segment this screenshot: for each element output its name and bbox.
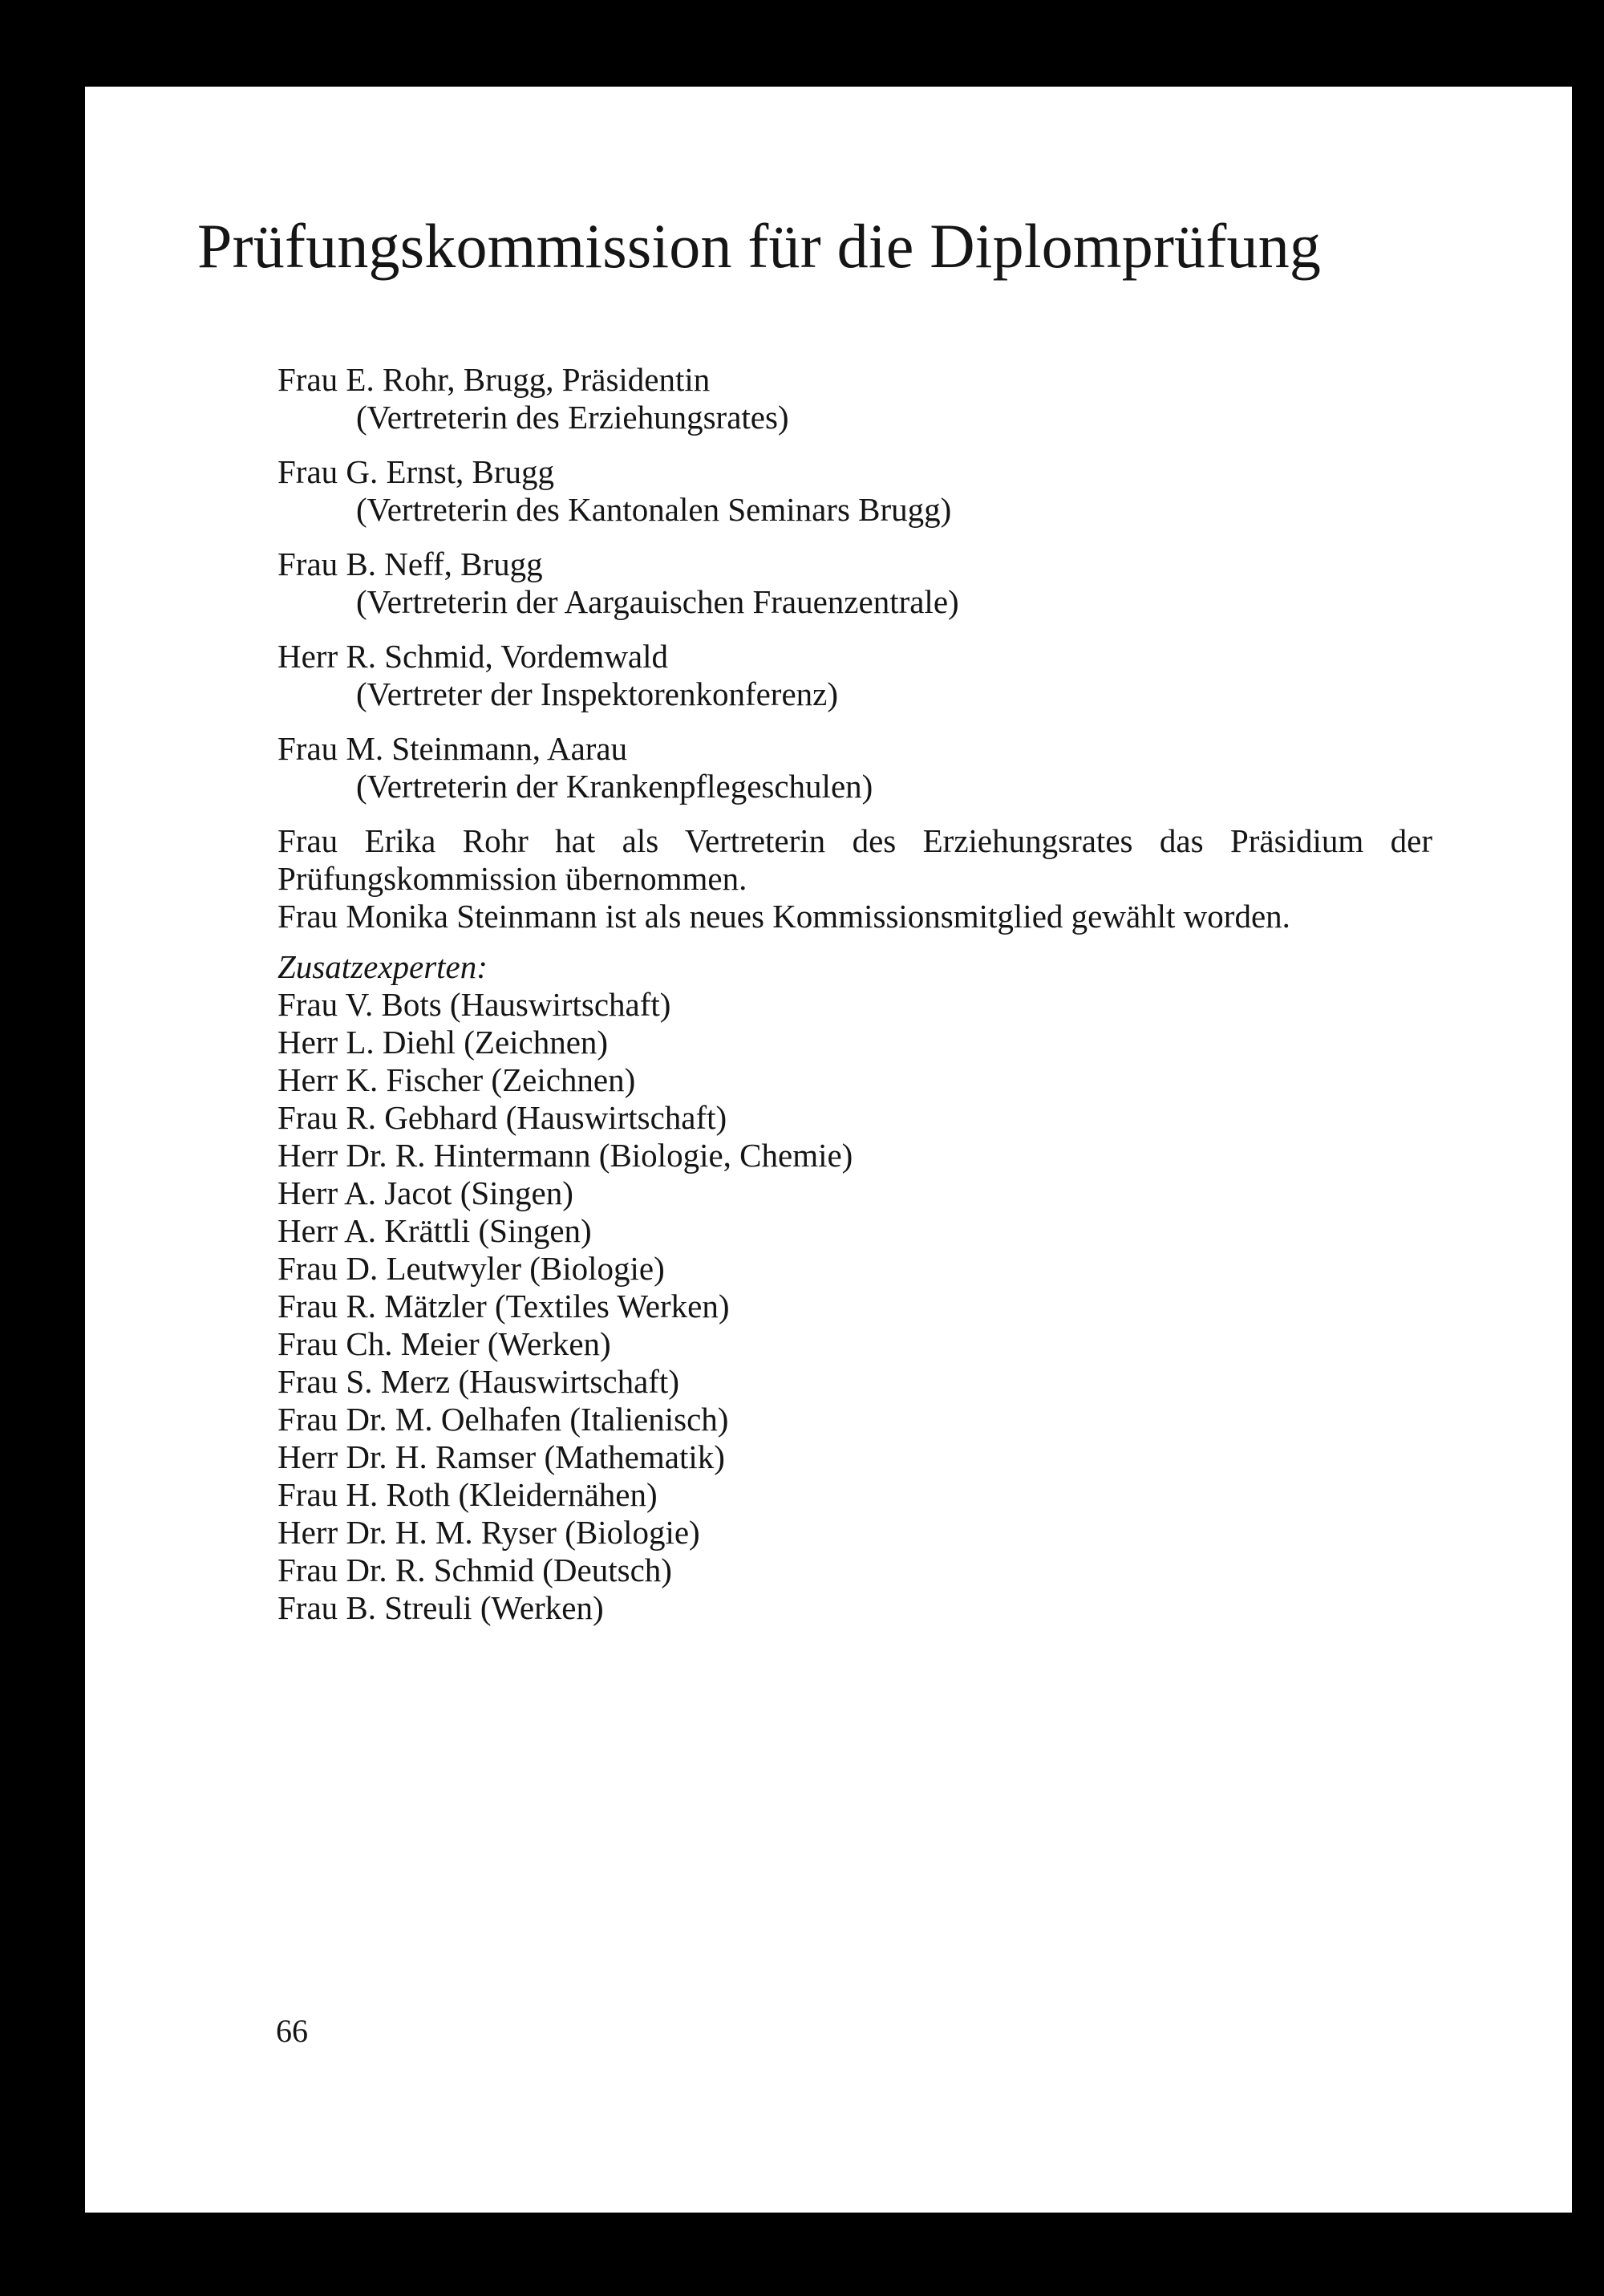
expert-item: Herr A. Krättli (Singen): [277, 1212, 592, 1249]
expert-item: Frau S. Merz (Hauswirtschaft): [277, 1363, 679, 1400]
expert-item: Frau R. Gebhard (Hauswirtschaft): [277, 1099, 727, 1136]
commission-list: [277, 361, 1432, 805]
member-role: (Vertreterin der Aargauischen Frauenzentrale): [356, 583, 959, 620]
note-sentence: Frau Monika Steinmann ist als neues Kommissionsmitglied gewählt worden.: [277, 898, 1290, 935]
expert-item: Herr Dr. H. Ramser (Mathematik): [277, 1438, 725, 1475]
commission-member: [277, 546, 1432, 621]
member-role: (Vertreterin des Erziehungsrates): [356, 399, 789, 436]
expert-item: Herr Dr. H. M. Ryser (Biologie): [277, 1514, 700, 1551]
expert-item: Frau Dr. M. Oelhafen (Italienisch): [277, 1401, 729, 1438]
page-title: Prüfungskommission für die Diplomprüfung: [197, 211, 1322, 281]
expert-item: Frau Dr. R. Schmid (Deutsch): [277, 1552, 672, 1588]
expert-item: Herr L. Diehl (Zeichnen): [277, 1024, 609, 1061]
page-number: 66: [276, 2013, 308, 2049]
member-name: Frau M. Steinmann, Aarau: [277, 730, 628, 767]
expert-item: Frau V. Bots (Hauswirtschaft): [277, 986, 671, 1023]
expert-item: Frau B. Streuli (Werken): [277, 1589, 604, 1626]
member-name: Frau E. Rohr, Brugg, Präsidentin: [277, 361, 711, 398]
commission-member: [277, 638, 1432, 713]
commission-note: [277, 822, 1432, 935]
experts-list: [277, 986, 1432, 1627]
page-content: [277, 361, 1432, 1627]
member-name: Frau G. Ernst, Brugg: [277, 453, 555, 490]
expert-item: Frau H. Roth (Kleidernähen): [277, 1476, 658, 1513]
expert-item: Herr Dr. R. Hintermann (Biologie, Chemie): [277, 1137, 853, 1174]
expert-item: Frau R. Mätzler (Textiles Werken): [277, 1288, 730, 1324]
commission-member: [277, 730, 1432, 805]
expert-item: Herr A. Jacot (Singen): [277, 1174, 573, 1211]
member-role: (Vertreterin der Krankenpflegeschulen): [356, 768, 873, 805]
expert-item: Frau D. Leutwyler (Biologie): [277, 1250, 665, 1287]
member-role: (Vertreter der Inspektorenkonferenz): [356, 675, 839, 712]
commission-member: [277, 453, 1432, 529]
expert-item: Frau Ch. Meier (Werken): [277, 1325, 611, 1362]
expert-item: Herr K. Fischer (Zeichnen): [277, 1061, 636, 1098]
note-sentence: Frau Erika Rohr hat als Vertreterin des Erziehungsrates das Präsidium der Prüfungskommission übernommen.: [277, 822, 1432, 897]
experts-heading: Zusatzexperten:: [277, 948, 488, 985]
member-role: (Vertreterin des Kantonalen Seminars Brugg): [356, 491, 952, 528]
commission-member: [277, 361, 1432, 436]
member-name: Herr R. Schmid, Vordemwald: [277, 638, 669, 675]
member-name: Frau B. Neff, Brugg: [277, 546, 543, 582]
